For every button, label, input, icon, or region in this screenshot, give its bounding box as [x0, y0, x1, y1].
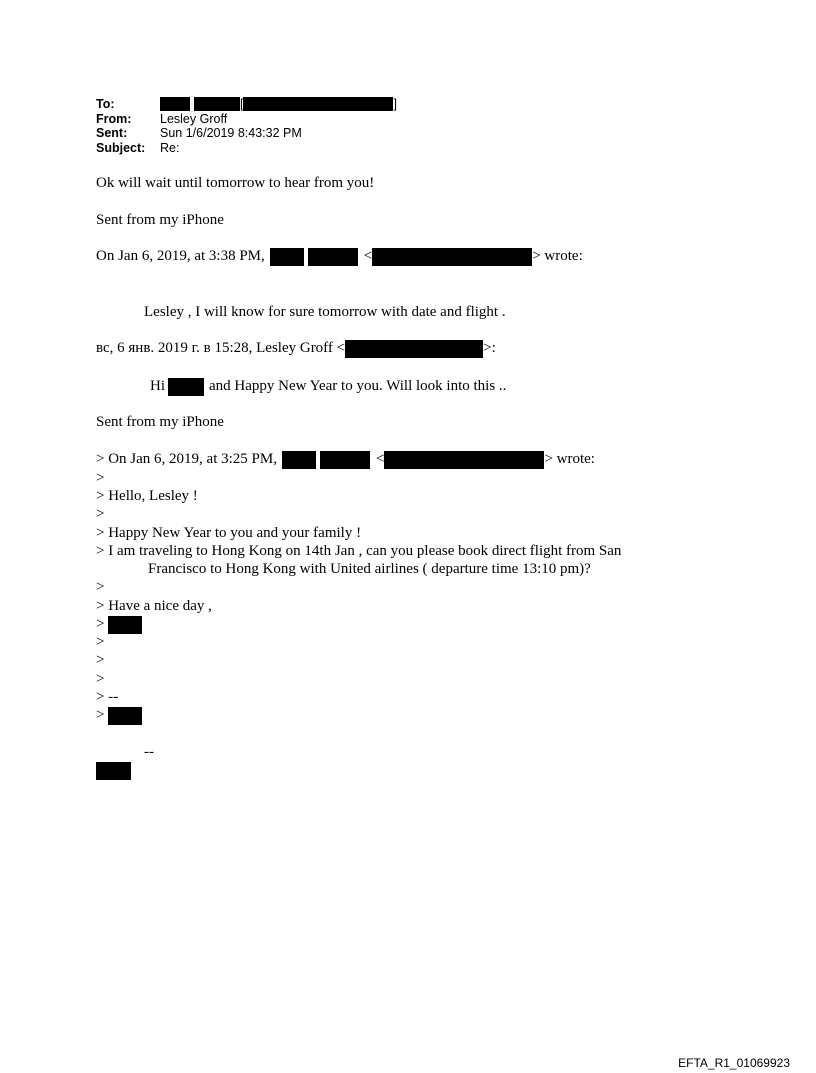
sent-value: Sun 1/6/2019 8:43:32 PM	[160, 126, 302, 140]
quoted-line: > I am traveling to Hong Kong on 14th Jan , can you please book direct flight from San	[96, 543, 622, 559]
signature-dashes: --	[144, 744, 154, 760]
quote-marker: >	[96, 616, 105, 632]
subject-label: Subject:	[96, 140, 146, 155]
reply-text: Ok will wait until tomorrow to hear from you!	[96, 175, 375, 191]
from-value: Lesley Groff	[160, 111, 228, 126]
document-id: EFTA_R1_01069923	[678, 1056, 790, 1070]
redaction-box	[384, 451, 544, 469]
sent-label: Sent:	[96, 126, 128, 140]
quoted-line: > Happy New Year to you and your family !	[96, 525, 362, 541]
redaction-box	[96, 762, 131, 780]
attribution-end: >:	[483, 340, 496, 356]
redaction-box	[345, 340, 483, 358]
to-row	[96, 97, 397, 112]
attribution-lt: <	[363, 248, 373, 264]
redaction-box	[243, 97, 393, 111]
from-row	[96, 112, 397, 127]
to-bracket-open: [	[240, 97, 244, 111]
quote-marker: >	[96, 707, 105, 723]
quoted-line: >	[96, 579, 105, 595]
signature-block	[96, 762, 131, 780]
subject-row	[96, 141, 397, 156]
message-text: Lesley , I will know for sure tomorrow with date and flight .	[144, 304, 506, 320]
redaction-box	[108, 707, 142, 725]
redaction-box	[308, 248, 358, 266]
to-bracket-close: ]	[393, 97, 397, 111]
redaction-box	[194, 97, 240, 111]
redaction-box	[270, 248, 304, 266]
greeting-rest: and Happy New Year to you. Will look into this ..	[209, 378, 507, 394]
to-value	[160, 97, 397, 112]
redaction-box	[108, 616, 142, 634]
redaction-box	[372, 248, 532, 266]
quoted-line: > Have a nice day ,	[96, 598, 212, 614]
quoted-line: > --	[96, 689, 119, 705]
message-text	[150, 378, 506, 396]
sent-row	[96, 126, 397, 141]
attribution-text: вс, 6 янв. 2019 г. в 15:28, Lesley Groff <	[96, 340, 346, 356]
attribution-text: On Jan 6, 2019, at 3:38 PM,	[96, 248, 265, 264]
attribution-wrote: > wrote:	[532, 248, 583, 264]
quoted-line: >	[96, 634, 105, 650]
signature-line: Sent from my iPhone	[96, 212, 224, 228]
to-label: To:	[96, 97, 115, 111]
subject-value: Re:	[160, 140, 180, 155]
quoted-line	[96, 707, 142, 725]
attribution-lt: <	[375, 451, 385, 467]
attribution-text: > On Jan 6, 2019, at 3:25 PM,	[96, 451, 277, 467]
quoted-attribution	[96, 451, 595, 469]
signature-line: Sent from my iPhone	[96, 414, 224, 430]
redaction-box	[160, 97, 190, 111]
quote-attribution	[96, 248, 583, 266]
quote-attribution-russian	[96, 340, 496, 358]
quoted-line: > Hello, Lesley !	[96, 488, 198, 504]
quoted-line: >	[96, 671, 105, 687]
redaction-box	[282, 451, 316, 469]
from-label: From:	[96, 111, 132, 126]
email-header	[96, 97, 397, 155]
quoted-line: Francisco to Hong Kong with United airlines ( departure time 13:10 pm)?	[148, 561, 591, 577]
redaction-box	[168, 378, 204, 396]
quoted-line: >	[96, 506, 105, 522]
greeting-text: Hi	[150, 378, 165, 394]
quoted-line	[96, 616, 142, 634]
redaction-box	[320, 451, 370, 469]
attribution-wrote: > wrote:	[544, 451, 595, 467]
quoted-line: >	[96, 470, 105, 486]
quoted-line: >	[96, 652, 105, 668]
